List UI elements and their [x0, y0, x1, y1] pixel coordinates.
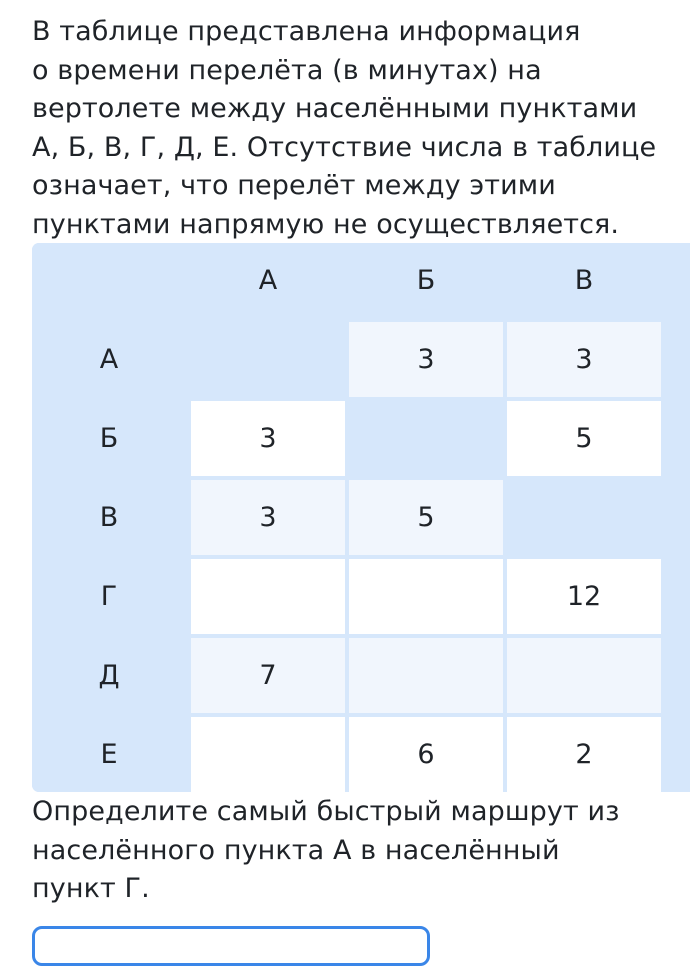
row-header-cell: А — [32, 322, 186, 397]
statement-line: о времени перелёта (в минутах) на — [32, 54, 542, 86]
flight-time-table — [32, 243, 690, 792]
table-cell — [191, 322, 345, 397]
question-line: населённого пункта А в населённый — [32, 834, 560, 866]
table-cell — [349, 559, 503, 634]
row-header-cell: Е — [32, 717, 186, 792]
table-header-cell: Б — [349, 243, 503, 318]
row-header-cell: В — [32, 480, 186, 555]
statement-line: А, Б, В, Г, Д, Е. Отсутствие числа в таблице — [32, 131, 657, 163]
table-cell: 7 — [191, 638, 345, 713]
table-header-cell: В — [507, 243, 661, 318]
row-header-cell: Б — [32, 401, 186, 476]
statement-line: означает, что перелёт между этими — [32, 170, 556, 201]
row-header-cell: Г — [32, 559, 186, 634]
table-header-cell: А — [191, 243, 345, 318]
table-cell: 3 — [349, 322, 503, 397]
question-line: пункт Г. — [32, 873, 150, 904]
table-cell — [349, 401, 503, 476]
statement-line: вертолете между населёнными пунктами — [32, 93, 638, 124]
table-cell — [349, 638, 503, 713]
answer-button[interactable] — [32, 926, 430, 966]
table-cell — [191, 559, 345, 634]
question-text — [32, 793, 620, 909]
table-cell: 5 — [507, 401, 661, 476]
table-cell: 5 — [349, 480, 503, 555]
table-cell: 3 — [507, 322, 661, 397]
table-cell: 6 — [349, 717, 503, 792]
table-cell: 2 — [507, 717, 661, 792]
question-line: Определите самый быстрый маршрут из — [32, 796, 620, 827]
table-cell — [507, 480, 661, 555]
statement-line: пунктами напрямую не осуществляется. — [32, 208, 620, 240]
table-cell: 3 — [191, 401, 345, 476]
table-header-corner — [32, 243, 186, 318]
statement-line: В таблице представлена информация — [32, 16, 581, 47]
table-cell: 12 — [507, 559, 661, 634]
table-cell — [507, 638, 661, 713]
row-header-cell: Д — [32, 638, 186, 713]
problem-statement — [32, 13, 656, 244]
table-cell: 3 — [191, 480, 345, 555]
table-cell — [191, 717, 345, 792]
